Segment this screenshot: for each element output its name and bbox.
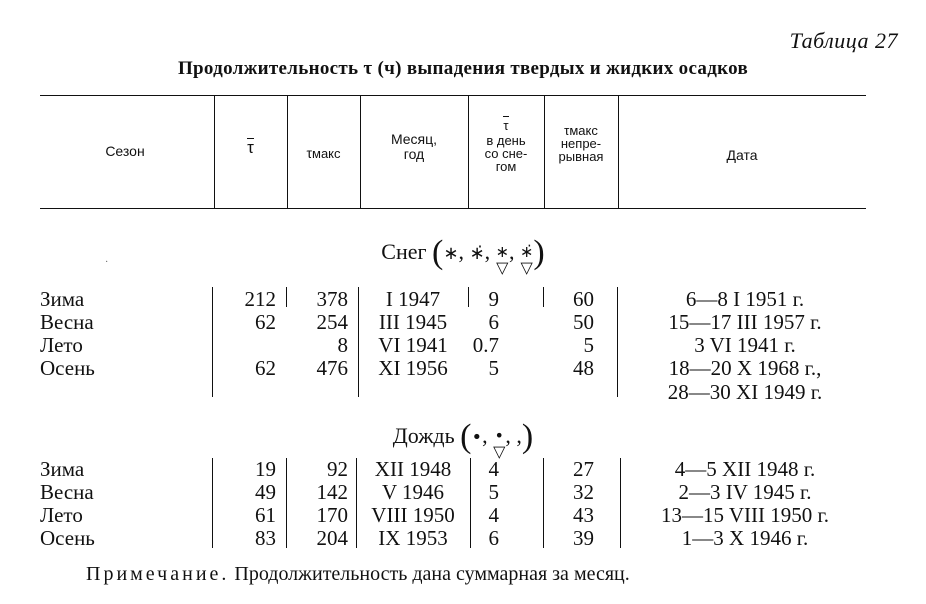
row-date: 2—3 IV 1945 г. [678, 480, 812, 504]
row-season: Лето [40, 333, 83, 357]
table-title: Продолжительность τ (ч) выпадения твердых и жидких осадков [177, 58, 749, 79]
header-cont-symbol: τ [564, 123, 570, 138]
row-day-value: 9 [488, 287, 499, 311]
row-date: 18—20 X 1968 г., [668, 356, 822, 380]
row-tau: 49 [255, 480, 276, 504]
header-tau-max-symbol: τ [306, 145, 312, 161]
row-tau: 212 [244, 287, 276, 311]
rain-comma: , [482, 423, 488, 448]
row-date: 13—15 VIII 1950 г. [660, 503, 829, 527]
table-row [0, 356, 926, 379]
row-tau-max: 254 [316, 310, 348, 334]
row-continuous: 32 [573, 480, 594, 504]
row-season: Осень [40, 356, 95, 380]
scan-speck: · [105, 257, 109, 268]
table-row [0, 310, 926, 333]
row-date: 3 VI 1941 г. [694, 333, 796, 357]
row-date: 15—17 III 1957 г. [668, 310, 822, 334]
rain-open-paren: ( [460, 418, 472, 455]
rain-comma: , [505, 423, 511, 448]
header-day-snow-line3: гом [495, 159, 517, 174]
row-tau-max: 92 [327, 457, 348, 481]
table-row [0, 333, 926, 356]
snow-comma: , [508, 239, 515, 264]
rain-label: Дождь [392, 423, 455, 448]
snow-comma: , [484, 239, 491, 264]
row-continuous: 27 [573, 457, 594, 481]
row-tau: 62 [255, 356, 276, 380]
table-row [0, 526, 926, 549]
header-cont-line2: рывная [558, 149, 604, 164]
row-tau: 19 [255, 457, 276, 481]
row-day-value: 5 [488, 480, 499, 504]
row-day-value: 4 [488, 503, 499, 527]
row-tau-max: 170 [316, 503, 348, 527]
row-tau-max: 204 [316, 526, 348, 550]
row-date: 28—30 XI 1949 г. [667, 380, 823, 404]
row-day-value: 0.7 [472, 333, 499, 357]
footnote-label: Примечание. [86, 563, 230, 585]
row-tau-max: 142 [316, 480, 348, 504]
row-continuous: 48 [573, 356, 594, 380]
row-continuous: 39 [573, 526, 594, 550]
header-month-year-line2: год [403, 146, 425, 162]
header-month-year-line1: Месяц, [390, 131, 438, 147]
header-day-snow-line2: со сне- [484, 146, 528, 161]
header-tau-mean-symbol: τ [247, 138, 254, 157]
table-row [0, 457, 926, 480]
row-continuous: 50 [573, 310, 594, 334]
row-tau-max: 8 [337, 333, 348, 357]
row-tau-max: 476 [316, 356, 348, 380]
snow-open-paren: ( [432, 234, 444, 271]
header-date: Дата [726, 147, 758, 163]
row-month-year: VIII 1950 [371, 503, 455, 527]
rain-dot-icon: • [471, 427, 483, 448]
row-season: Весна [40, 480, 94, 504]
row-season: Зима [40, 457, 85, 481]
row-month-year: III 1945 [378, 310, 448, 334]
header-top-rule [40, 95, 866, 96]
row-month-year: V 1946 [381, 480, 445, 504]
snow-shower-icon [496, 244, 509, 276]
snow-heavy-shower-icon [520, 244, 533, 276]
row-day-value: 4 [488, 457, 499, 481]
header-cont-line1: непре- [560, 136, 602, 151]
row-date: 4—5 XII 1948 г. [674, 457, 816, 481]
snow-section-heading [0, 234, 926, 276]
row-season: Весна [40, 310, 94, 334]
row-date: 1—3 X 1946 г. [681, 526, 809, 550]
header-season: Сезон [105, 143, 145, 159]
snow-star-icon: ∗ [443, 243, 459, 264]
table-row [0, 380, 926, 403]
row-tau-max: 378 [316, 287, 348, 311]
snow-close-paren: ) [533, 234, 545, 271]
header-tau-max-sub: макс [312, 146, 341, 161]
row-day-value: 5 [488, 356, 499, 380]
row-month-year: XI 1956 [378, 356, 448, 380]
snow-heavy-shower-triangle: ▽ [520, 258, 533, 277]
snow-dot-star-icon: ∗̇ [469, 243, 485, 264]
header-continuous [544, 124, 618, 163]
row-day-value: 6 [488, 310, 499, 334]
table-row [0, 287, 926, 310]
row-month-year: IX 1953 [378, 526, 448, 550]
row-season: Осень [40, 526, 95, 550]
header-month-year [360, 132, 468, 162]
rain-close-paren: ) [521, 418, 534, 455]
row-day-value: 6 [488, 526, 499, 550]
footnote [86, 563, 630, 586]
table-row [0, 503, 926, 526]
row-continuous: 60 [573, 287, 594, 311]
snow-comma: , [458, 239, 464, 264]
row-date: 6—8 I 1951 г. [685, 287, 805, 311]
row-season: Лето [40, 503, 83, 527]
row-continuous: 5 [583, 333, 594, 357]
snow-shower-triangle: ▽ [496, 258, 509, 277]
header-day-snow-line1: в день [486, 133, 526, 148]
rain-section-heading [0, 418, 926, 460]
row-tau: 83 [255, 526, 276, 550]
snow-shower-star: ∗ [495, 242, 509, 261]
header-cont-sub: макс [569, 123, 598, 138]
row-tau: 62 [255, 310, 276, 334]
rain-shower-icon [493, 428, 505, 460]
row-season: Зима [40, 287, 85, 311]
header-day-snow-symbol: τ [503, 118, 509, 133]
row-tau: 61 [255, 503, 276, 527]
snow-heavy-shower-star: ∗̇ [519, 242, 534, 261]
header-tau-mean [214, 138, 287, 156]
header-tau-max [287, 146, 360, 161]
table-row [0, 480, 926, 503]
header-bottom-rule [40, 208, 866, 209]
snow-label: Снег [381, 239, 427, 264]
row-continuous: 43 [573, 503, 594, 527]
table-number: Таблица 27 [789, 28, 898, 53]
rain-shower-dot: • [494, 426, 504, 445]
drizzle-comma-icon: , [516, 423, 522, 448]
footnote-text: Продолжительность дана суммарная за месяц. [229, 563, 630, 585]
header-day-with-snow [468, 116, 544, 173]
row-month-year: I 1947 [385, 287, 441, 311]
rain-shower-triangle: ▽ [493, 442, 506, 461]
row-month-year: VI 1941 [378, 333, 448, 357]
row-month-year: XII 1948 [374, 457, 452, 481]
